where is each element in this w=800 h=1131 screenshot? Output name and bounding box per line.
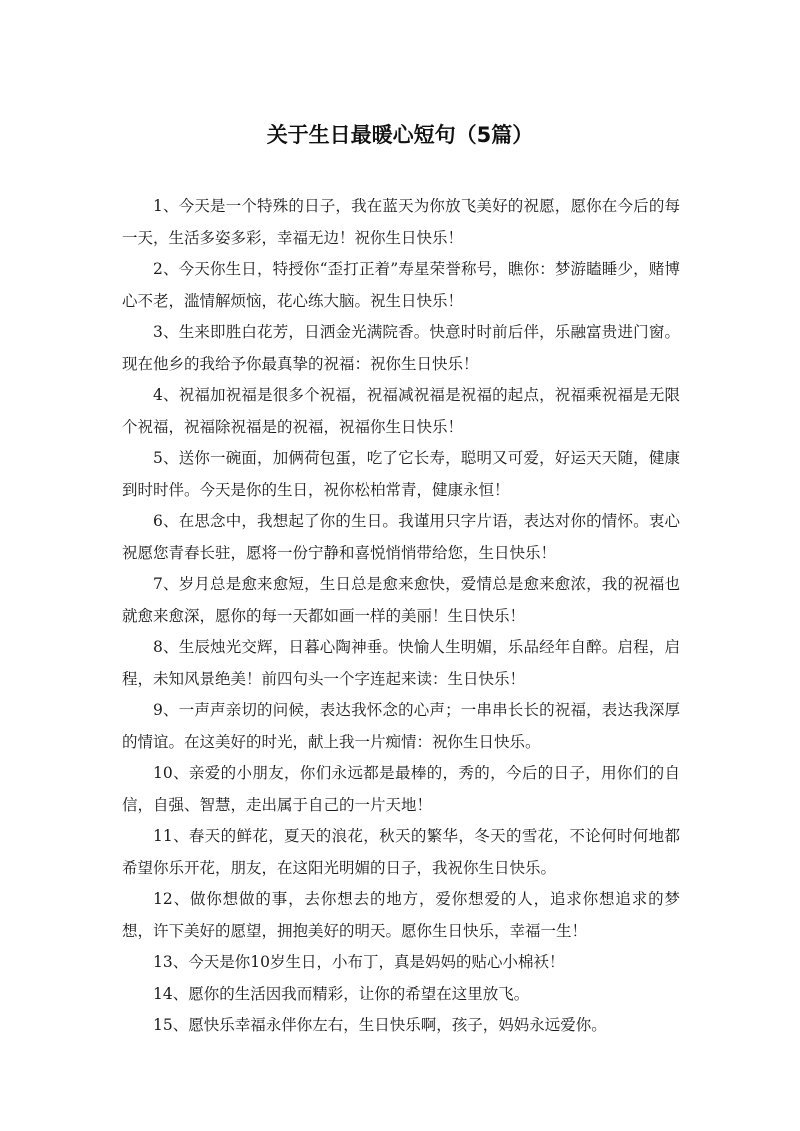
paragraph: 13、今天是你10岁生日，小布丁，真是妈妈的贴心小棉袄！ [153, 953, 565, 971]
paragraph: 12、做你想做的事，去你想去的地方，爱你想爱的人，追求你想追求的梦想，许下美好的愿望，拥抱美好的明天。愿你生日快乐，幸福一生！ [122, 890, 680, 940]
paragraph: 3、生来即胜白花芳，日洒金光满院香。快意时时前后伴，乐融富贵进门窗。现在他乡的我给予你最真挚的祝福：祝你生日快乐！ [122, 323, 680, 373]
paragraph: 4、祝福加祝福是很多个祝福，祝福减祝福是祝福的起点，祝福乘祝福是无限个祝福，祝福除祝福是的祝福，祝福你生日快乐！ [122, 386, 680, 436]
paragraph: 9、一声声亲切的问候，表达我怀念的心声；一串串长长的祝福，表达我深厚的情谊。在这美好的时光，献上我一片痴情：祝你生日快乐。 [122, 701, 680, 751]
paragraph: 11、春天的鲜花，夏天的浪花，秋天的繁华，冬天的雪花，不论何时何地都希望你乐开花，朋友，在这阳光明媚的日子，我祝你生日快乐。 [122, 827, 680, 877]
paragraph: 5、送你一碗面，加俩荷包蛋，吃了它长寿，聪明又可爱，好运天天随，健康到时时伴。今天是你的生日，祝你松柏常青，健康永恒！ [122, 449, 680, 499]
paragraph: 7、岁月总是愈来愈短，生日总是愈来愈快，爱情总是愈来愈浓，我的祝福也就愈来愈深，愿你的每一天都如画一样的美丽！生日快乐！ [122, 575, 680, 625]
document-body [122, 191, 680, 1042]
paragraph: 6、在思念中，我想起了你的生日。我谨用只字片语，表达对你的情怀。衷心祝愿您青春长驻，愿将一份宁静和喜悦悄悄带给您，生日快乐！ [122, 512, 680, 562]
paragraph: 14、愿你的生活因我而精彩，让你的希望在这里放飞。 [153, 984, 530, 1003]
paragraph: 15、愿快乐幸福永伴你左右，生日快乐啊，孩子，妈妈永远爱你。 [153, 1016, 607, 1034]
paragraph: 2、今天你生日，特授你“歪打正着”寿星荣誉称号，瞧你：梦游瞌睡少，赌博心不老，滥情解烦恼，花心练大脑。祝生日快乐！ [122, 260, 680, 310]
paragraph: 8、生辰烛光交辉，日暮心陶神垂。快愉人生明媚，乐品经年自醉。启程，启程，未知风景绝美！前四句头一个字连起来读：生日快乐！ [122, 638, 680, 688]
paragraph: 1、今天是一个特殊的日子，我在蓝天为你放飞美好的祝愿，愿你在今后的每一天，生活多姿多彩，幸福无边！祝你生日快乐！ [122, 197, 680, 247]
document-title: 关于生日最暖心短句（5篇） [266, 123, 534, 147]
paragraph: 10、亲爱的小朋友，你们永远都是最棒的，秀的，今后的日子，用你们的自信，自强、智慧，走出属于自己的一片天地！ [122, 764, 680, 814]
